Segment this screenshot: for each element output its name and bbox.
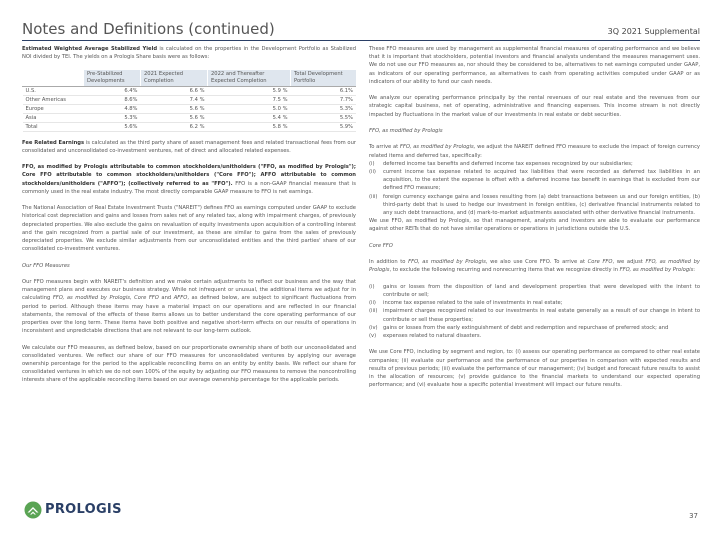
- list-item: (iii) impairment charges recognized related to our investments in real estate generally as a result of our change in intent to contribute or sell these properties;: [369, 308, 700, 323]
- operating-performance-paragraph: We analyze our operating performance principally by the rental revenues of our real estate and the revenues from our strategic capital business, net of operating, administrative and financing expenses. This income stream is not directly impacted by fluctuations in the market value of our investments in real estate or debt securities.: [369, 95, 700, 118]
- yield-table-header: [23, 70, 357, 87]
- ffo-usage-paragraph: We use FFO, as modified by Prologis, so that management, analysts and investors are able to evaluate our performance against other REITs that do not have similar operations or operations in jurisdictions outside the U.S.: [369, 218, 700, 233]
- core-ffo-adjustments-list: [369, 283, 700, 340]
- page-title: Notes and Definitions (continued): [22, 20, 275, 38]
- prologis-logo-icon: [24, 501, 42, 519]
- nareit-paragraph: The National Association of Real Estate Investment Trusts ("NAREIT") defines FFO as earnings computed under GAAP to exclude historical cost depreciation and gains and losses from sales net of any related tax, along with impairment charges, of previously depreciated properties. We also exclude the gains on revaluation of equity investments upon acquisition of a controlling interest and the gain recognized from a partial sale of our investment, as these are similar to gains from the sales of previously depreciated properties. We exclude similar adjustments from our unconsolidated entities and the third parties' share of our consolidated co-investment ventures.: [22, 205, 356, 253]
- value-cell: 5.4 %: [208, 113, 291, 122]
- value-cell: 5.0 %: [208, 104, 291, 113]
- value-cell: 5.6 %: [141, 104, 208, 113]
- region-cell: Total: [23, 122, 84, 131]
- calculation-paragraph: We calculate our FFO measures, as defined below, based on our proportionate ownership share of both our unconsolidated and consolidated ventures. We reflect our share of our FFO measures for unconsolidated ventures by applying our average ownership percentage for the period to the applicable reconciling items on an entity by entity basis. We reflect our share for consolidated ventures in which we do not own 100% of the equity by adjusting our FFO measures to remove the noncontrolling interests share of the applicable reconciling items based on our average ownership percentage for the applicable periods.: [22, 344, 356, 384]
- value-cell: 7.5 %: [208, 95, 291, 104]
- yield-paragraph: Estimated Weighted Average Stabilized Yield is calculated on the properties in the Development Portfolio as Stabilized NOI divided by TEI. The yields on a Prologis Share basis were as follows:: [22, 46, 356, 61]
- region-cell: U.S.: [23, 86, 84, 95]
- table-header-cell: [23, 70, 84, 87]
- region-cell: Other Americas: [23, 95, 84, 104]
- fee-paragraph: Fee Related Earnings is calculated as the third party share of asset management fees and related transactional fees from our consolidated and unconsolidated co-investment ventures, net of direct and allocated related expenses.: [22, 139, 356, 154]
- value-cell: 8.6%: [84, 95, 141, 104]
- value-cell: 5.3%: [84, 113, 141, 122]
- list-item: (iv) gains or losses from the early extinguishment of debt and redemption and repurchase of preferred stock; and: [369, 324, 669, 331]
- table-row: [23, 95, 357, 104]
- ffo-modified-intro: To arrive at FFO, as modified by Prologis, we adjust the NAREIT defined FFO measure to exclude the impact of foreign currency related items and deferred tax, specifically:: [369, 144, 700, 159]
- core-ffo-intro: In addition to FFO, as modified by Prologis, we also use Core FFO. To arrive at Core FFO, we adjust FFO, as modified by Prologis, to exclude the following recurring and nonrecurring items that we recognize directly in FFO, as modified by Prologis:: [369, 259, 700, 274]
- value-cell: 5.9%: [291, 122, 357, 131]
- our-ffo-paragraph: Our FFO measures begin with NAREIT's definition and we make certain adjustments to reflect our business and the way that management plans and executes our business strategy. While not infrequent or unusual, the additional items we adjust for in calculating FFO, as modified by Prologis, Core FFO and AFFO, as defined below, are subject to significant fluctuations from period to period. Although these items may have a material impact on our operations and are reflected in our financial statements, the removal of the effects of these items allows us to better understand the core operating performance of our properties over the long term. These items have both positive and negative short-term effects on our results of operations in inconsistent and unpredictable directions that are not relevant to our long-term outlook.: [22, 278, 357, 335]
- our-ffo-heading: Our FFO Measures: [22, 262, 70, 269]
- report-period: 3Q 2021 Supplemental: [607, 27, 700, 36]
- table-header-cell: 2021 Expected Completion: [141, 70, 208, 87]
- ffo-adjustments-list: [369, 160, 700, 217]
- title-divider: [22, 40, 700, 41]
- right-column: [369, 45, 700, 398]
- value-cell: 5.3%: [291, 104, 357, 113]
- table-header-cell: 2022 and Thereafter Expected Completion: [208, 70, 291, 87]
- value-cell: 6.1%: [291, 86, 357, 95]
- value-cell: 5.5%: [291, 113, 357, 122]
- value-cell: 6.4%: [84, 86, 141, 95]
- ffo-definition-paragraph: FFO, as modified by Prologis attributable to common stockholders/unitholders ("FFO, as modified by Prologis"); Core FFO attributable to common stockholders/unitholders ("Core FFO"); AFFO attributable to common stockholders/unitholders ("AFFO"); (collectively referred to as "FFO"). FFO is a non-GAAP financial measure that is commonly used in the real estate industry. The most directly comparable GAAP measure to FFO is net earnings.: [22, 164, 356, 195]
- list-item: (i) gains or losses from the disposition of land and development properties that were developed with the intent to contribute or sell;: [369, 283, 700, 298]
- value-cell: 5.8 %: [208, 122, 291, 131]
- table-row: [23, 86, 357, 95]
- yield-table: [22, 70, 356, 132]
- region-cell: Europe: [23, 104, 84, 113]
- list-item: (ii) income tax expense related to the sale of investments in real estate;: [369, 300, 563, 307]
- ffo-term: FFO, as modified by Prologis attributable to common stockholders/unitholders ("FFO, as modified by Prologis"); Core FFO attributable to common stockholders/unitholders ("Core FFO"); AFFO attributable to common stockholders/unitholders ("AFFO"); (collectively referred to as "FFO").: [22, 164, 356, 187]
- list-item: (i) deferred income tax benefits and deferred income tax expenses recognized by our subsidiaries;: [369, 160, 633, 167]
- fee-term: Fee Related Earnings: [22, 139, 85, 146]
- value-cell: 7.4 %: [141, 95, 208, 104]
- prologis-logo: [24, 500, 144, 520]
- table-row: [23, 104, 357, 113]
- value-cell: 5.9 %: [208, 86, 291, 95]
- list-item: (v) expenses related to natural disasters.: [369, 333, 482, 340]
- region-cell: Asia: [23, 113, 84, 122]
- ffo-modified-heading: FFO, as modified by Prologis: [369, 128, 443, 134]
- yield-term: Estimated Weighted Average Stabilized Yield: [22, 46, 158, 52]
- logo-wordmark: PROLOGIS: [45, 502, 122, 517]
- value-cell: 6.2 %: [141, 122, 208, 131]
- list-item: (iii) foreign currency exchange gains and losses resulting from (a) debt transactions between us and our foreign entities, (b) third-party debt that is used to hedge our investment in foreign entities, (c) derivative financial instruments related to any such debt transactions, and (d) mark-to-market adjustments associated with other derivative financial instruments.: [369, 193, 700, 217]
- list-item: (ii) current income tax expense related to acquired tax liabilities that were recorded as deferred tax liabilities in an acquisition, to the extent the expense is offset with a deferred income tax benefit in earnings that is excluded from our defined FFO measure;: [369, 169, 700, 192]
- value-cell: 6.6 %: [141, 86, 208, 95]
- value-cell: 5.6%: [84, 122, 141, 131]
- value-cell: 4.8%: [84, 104, 141, 113]
- table-header-cell: Pre-Stabilized Developments: [84, 70, 141, 87]
- value-cell: 7.7%: [291, 95, 357, 104]
- core-ffo-heading: Core FFO: [369, 242, 393, 249]
- core-ffo-usage-paragraph: We use Core FFO, including by segment and region, to: (i) assess our operating performance as compared to other real estate companies; (ii) evaluate our performance and the performance of our properties in comparison with expected results and results of previous periods; (iii) evaluate the performance of our management; (iv) budget and forecast future results to assist in the allocation of resources; (v) provide guidance to the financial markets to understand our expected operating performance; and (vi) evaluate how a specific potential investment will impact our future results.: [369, 349, 700, 389]
- table-row: [23, 113, 357, 122]
- supplemental-paragraph: These FFO measures are used by management as supplemental financial measures of operating performance and we believe that it is important that stockholders, potential investors and financial analysts understand the measures management uses. We do not use our FFO measures as, nor should they be considered to be, alternatives to net earnings computed under GAAP, as indicators of our operating performance, as alternatives to cash from operating activities computed under GAAP or as indicators of our ability to fund our cash needs.: [369, 46, 700, 85]
- page-number: 37: [689, 512, 698, 520]
- left-column: [22, 45, 356, 393]
- table-row-total: [23, 122, 357, 131]
- table-header-cell: Total Development Portfolio: [291, 70, 357, 87]
- value-cell: 5.6 %: [141, 113, 208, 122]
